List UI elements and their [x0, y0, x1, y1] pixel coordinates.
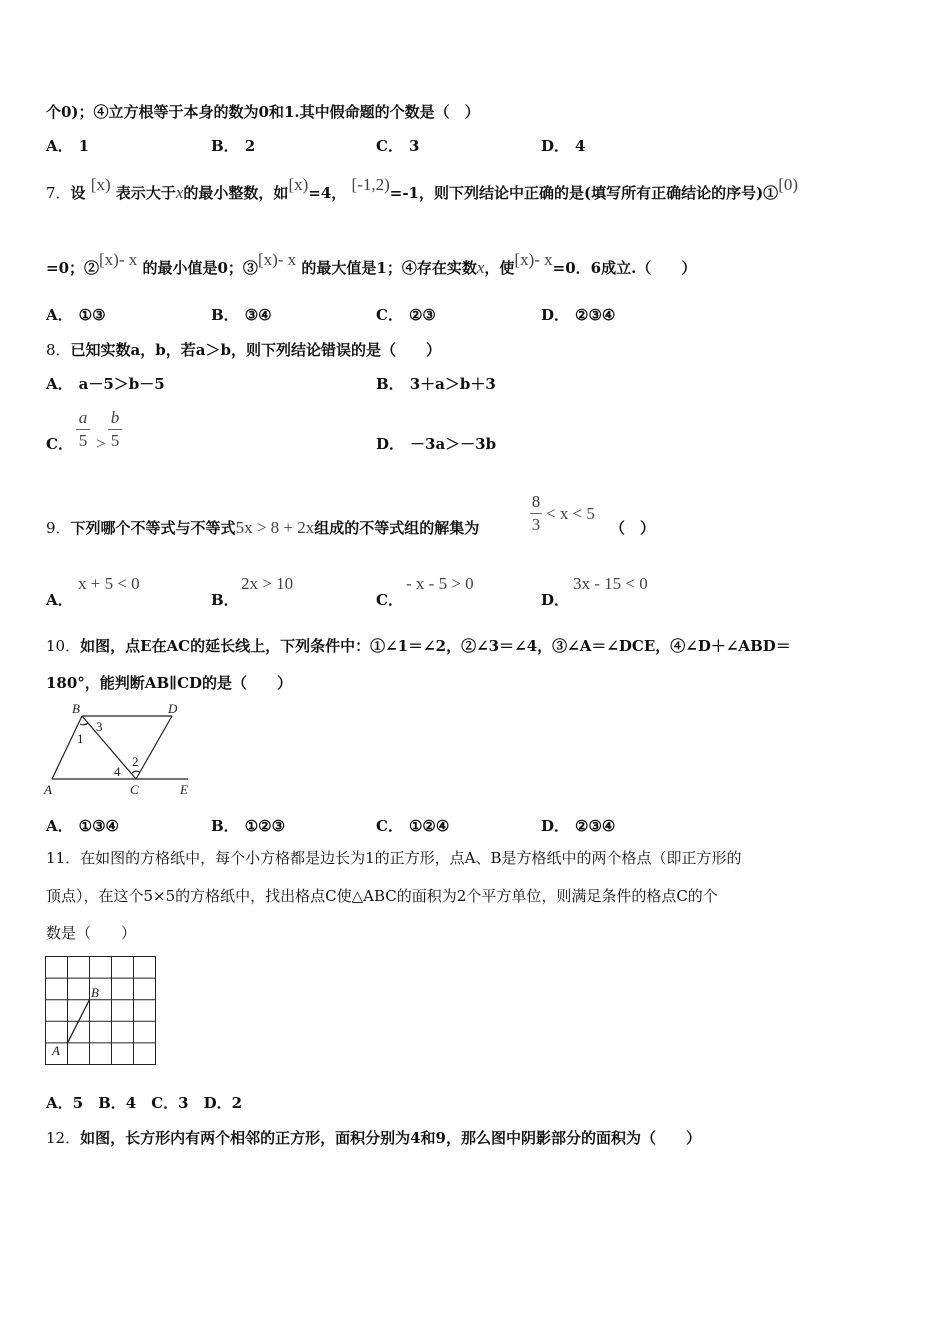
q9-stem: 9．下列哪个不等式与不等式5x > 8 + 2x组成的不等式组的解集为 [46, 518, 480, 537]
q9-option-c-expr: - x - 5 > 0 [406, 574, 474, 593]
grid-border [46, 957, 156, 1065]
q7-option-a: A． ①③ [46, 306, 106, 324]
q11-options: A．5 B．4 C．3 D．2 [46, 1094, 243, 1112]
q7-ceil-neg: [-1,2) [351, 175, 390, 194]
q7-ceil-zero: [0) [778, 175, 799, 194]
q9-fraction: 8 3 [531, 492, 541, 534]
q7-ceil-example: [x) [288, 175, 309, 194]
angle-2: 2 [132, 754, 139, 769]
angle-mark-b [80, 723, 88, 725]
q12-stem: 12．如图，长方形内有两个相邻的正方形，面积分别为4和9，那么图中阴影部分的面积为（ ） [46, 1129, 701, 1147]
angle-3: 3 [96, 719, 103, 734]
angle-4: 4 [114, 764, 121, 779]
q7-line1: 7．设 [x) 表示大于x的最小整数，如[x)=4， [-1,2)=-1，则下列结论中正确的是(填写所有正确结论的序号)①[0) [46, 175, 799, 202]
q8-option-d: D． －3a＞－3b [376, 435, 497, 453]
q8-option-c-op: > [96, 434, 106, 453]
q11-line1: 11．在如图的方格纸中，每个小方格都是边长为1的正方形，点A、B是方格纸中的两个格点（即正方形的 [46, 849, 742, 867]
q7-expr-c: [x)- x [514, 250, 553, 269]
q9-inequality: 5x > 8 + 2x [235, 518, 315, 537]
q9-range: < x < 5 [546, 504, 595, 523]
q9-option-a-expr: x + 5 < 0 [78, 574, 140, 593]
q8-option-c-frac-b: b 5 [108, 408, 122, 451]
q8-option-c-frac-a: a 5 [76, 408, 90, 451]
q10-option-c: C． ①②④ [376, 817, 450, 835]
q8-option-a: A． a－5＞b－5 [46, 375, 165, 393]
q6-tail-text: 个0)；④立方根等于本身的数为0和1.其中假命题的个数是（ ） [46, 103, 480, 121]
q11-line3: 数是（ ） [46, 924, 137, 942]
q9-option-b: B． [211, 591, 239, 609]
q10-option-b: B． ①②③ [211, 817, 286, 835]
q10-option-a: A． ①③④ [46, 817, 119, 835]
grid-label-a: A [52, 1043, 60, 1058]
q10-line2: 180°，能判断AB∥CD的是（ ） [46, 674, 293, 692]
label-e: E [180, 782, 188, 797]
q9-option-d-expr: 3x - 15 < 0 [573, 574, 648, 593]
q7-option-d: D． ②③④ [541, 306, 616, 324]
angle-1: 1 [77, 731, 84, 746]
label-a: A [44, 782, 52, 797]
q10-parallelogram-figure [40, 700, 200, 800]
q6-option-d: D． 4 [541, 137, 586, 155]
q7-expr-b: [x)- x [257, 250, 297, 269]
q7-line2: =0；②[x)- x 的最小值是0；③[x)- x 的最大值是1；④存在实数x，使[x)- x=0．6成立.（ ） [46, 250, 697, 277]
q8-stem: 8．已知实数a，b，若a＞b，则下列结论错误的是（ ） [46, 341, 441, 359]
q8-option-b: B． 3＋a＞b＋3 [376, 375, 496, 393]
q7-option-c: C． ②③ [376, 306, 436, 324]
segment-ab [52, 716, 82, 779]
q6-option-b: B． 2 [211, 137, 256, 155]
q10-line1: 10．如图，点E在AC的延长线上，下列条件中：①∠1＝∠2，②∠3＝∠4，③∠A＝∠DCE，④∠D＋∠ABD＝ [46, 637, 791, 655]
segment-dc [136, 716, 172, 779]
q11-line2: 顶点），在这个5×5的方格纸中，找出格点C使△ABC的面积为2个平方单位，则满足条件的格点C的个 [46, 887, 718, 905]
q9-option-c: C． [376, 591, 403, 609]
angle-mark-c [132, 771, 140, 773]
q11-grid-figure [44, 955, 158, 1067]
q9-option-a: A． [46, 591, 73, 609]
q9-paren: （ ） [610, 519, 656, 537]
q6-option-a: A． 1 [46, 137, 90, 155]
q6-option-c: C． 3 [376, 137, 420, 155]
label-c: C [130, 782, 139, 797]
q9-option-b-expr: 2x > 10 [241, 574, 294, 593]
q7-number: 7． [46, 184, 71, 202]
q8-option-c-label: C． [46, 435, 73, 453]
q10-option-d: D． ②③④ [541, 817, 616, 835]
segment-bc [82, 716, 136, 779]
q7-expr-a: [x)- x [99, 250, 138, 269]
grid-label-b: B [91, 985, 99, 1000]
q7-ceil-x: [x) [90, 175, 111, 194]
label-b: B [72, 701, 80, 716]
q9-option-d: D． [541, 591, 570, 609]
q7-option-b: B． ③④ [211, 306, 272, 324]
label-d: D [168, 701, 178, 716]
